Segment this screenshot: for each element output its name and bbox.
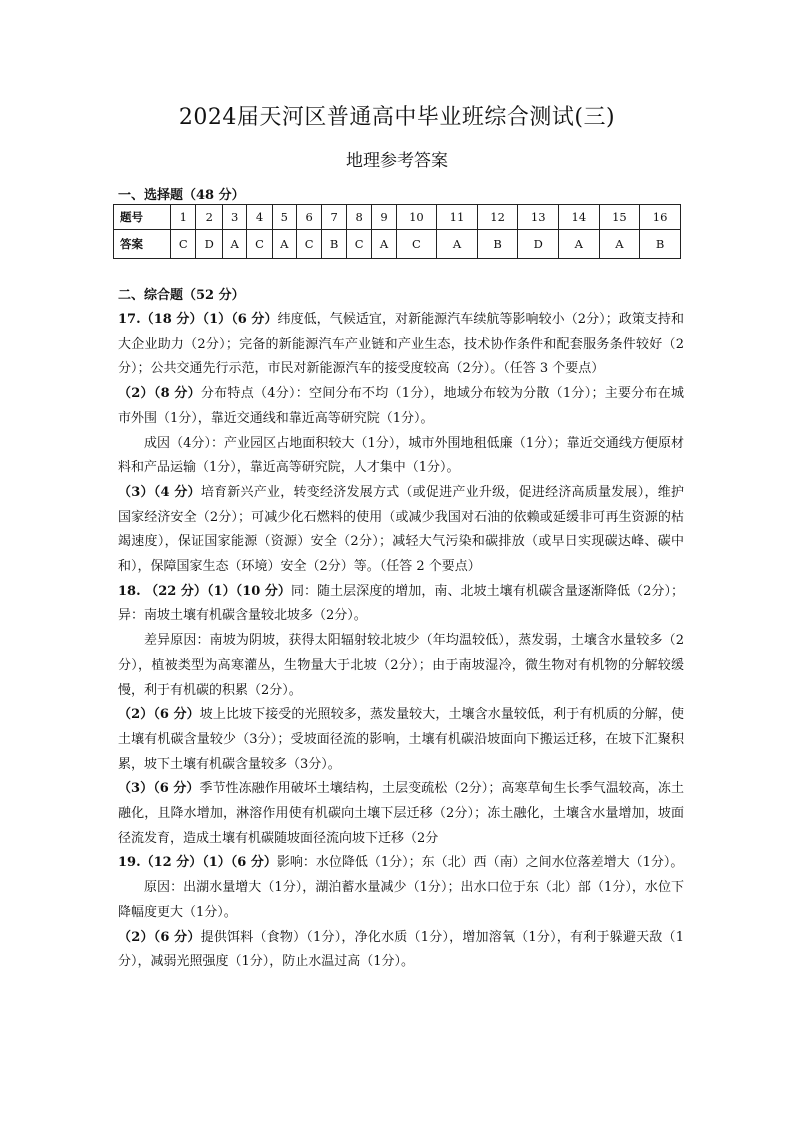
answer-cell: A — [437, 230, 478, 259]
q17-part2-causes: 成因（4分）：产业园区占地面积较大（1分），城市外围地租低廉（1分）；靠近交通线方便原材料和产品运输（1分），靠近高等研究院，人才集中（1分）。 — [118, 435, 684, 476]
q19-part2-text: 提供饵料（食物）（1分），净化水质（1分），增加溶氧（1分），有利于躲避天敌（1分），减弱光照强度（1分），防止水温过高（1分）。 — [118, 929, 684, 970]
q17-part2 — [118, 382, 684, 431]
q18-part3 — [118, 777, 684, 851]
q17-heading: 17.（18 分）（1）（6 分） — [118, 312, 278, 327]
q19-heading: 19.（12 分）（1）（6 分） — [118, 855, 277, 871]
answer-cell: D — [196, 230, 223, 259]
q19-part1-text: 影响：水位降低（1分）；东（北）西（南）之间水位落差增大（1分）。 — [276, 855, 684, 871]
q17-part3-text: 培育新兴产业，转变经济发展方式（或促进产业升级，促进经济高质量发展），维护国家经济安全（2分）；可减少化石燃料的使用（或减少我国对石油的依赖或延缓非可再生资源的枯竭速度），保证国家能源（资源）安全（2分）；减轻大气污染和碳排放（或早日实现碳达峰、碳中和），保障国家生态（环境）安全（2分）等。（任答 2 个要点） — [118, 484, 684, 575]
answer-cell: C — [171, 230, 196, 259]
question-number-row — [114, 205, 681, 230]
question-number-cell: 15 — [599, 205, 640, 230]
q17-part1-text: 纬度低，气候适宜，对新能源汽车续航等影响较小（2分）；政策支持和大企业助力（2分）；完备的新能源汽车产业链和产业生态，技术协作条件和配套服务条件较好（2分）；公共交通先行示范，市民对新能源汽车的接受度较高（2分）。（任答 3 个要点） — [118, 312, 684, 377]
q17-part3 — [118, 481, 684, 580]
question-number-cell: 3 — [223, 205, 247, 230]
answer-cell: A — [559, 230, 600, 259]
question-number-cell: 6 — [296, 205, 321, 230]
answer-cell: A — [223, 230, 247, 259]
row-label-answer: 答案 — [114, 230, 171, 259]
q19-part1 — [118, 851, 684, 876]
q18-part3-text: 季节性冻融作用破坏土壤结构，土层变疏松（2分）；高寒草甸生长季气温较高，冻土融化，且降水增加，淋溶作用使有机碳向土壤下层迁移（2分）；冻土融化，土壤含水量增加，坡面径流发育，造成土壤有机碳随坡面径流向坡下迁移（2分 — [118, 781, 684, 846]
answer-cell: C — [296, 230, 321, 259]
question-number-cell: 5 — [272, 205, 296, 230]
question-number-cell: 8 — [346, 205, 371, 230]
q18-part3-heading: （3）（6 分） — [118, 781, 200, 797]
q18-part2 — [118, 703, 684, 777]
answer-cell: C — [346, 230, 371, 259]
answer-cell: B — [477, 230, 518, 259]
q18-part1 — [118, 580, 684, 629]
q19-part1-reasons: 原因：出湖水量增大（1分），湖泊蓄水量减少（1分）；出水口位于东（北）部（1分），水位下降幅度更大（1分）。 — [118, 880, 684, 920]
question-number-cell: 7 — [322, 205, 347, 230]
question-number-cell: 10 — [396, 205, 437, 230]
row-label-question-number: 题号 — [114, 205, 171, 230]
q19-part2 — [118, 926, 684, 975]
question-number-cell: 16 — [640, 205, 681, 230]
question-number-cell: 2 — [196, 205, 223, 230]
q17-part1 — [118, 308, 684, 382]
question-number-cell: 11 — [437, 205, 478, 230]
answer-cell: B — [640, 230, 681, 259]
section-2-heading: 二、综合题（52 分） — [118, 288, 245, 303]
question-number-cell: 12 — [477, 205, 518, 230]
section-2-body — [118, 308, 684, 975]
question-number-cell: 1 — [171, 205, 196, 230]
q18-heading: 18. （22 分）（1）（10 分） — [118, 583, 291, 599]
answer-cell: B — [322, 230, 347, 259]
answer-cell: A — [372, 230, 396, 259]
question-number-cell: 9 — [372, 205, 396, 230]
q18-part2-heading: （2）（6 分） — [118, 707, 200, 723]
q18-part1-text: 同：随土层深度的增加，南、北坡土壤有机碳含量逐渐降低（2分）；异：南坡土壤有机碳含量较北坡多（2分）。 — [118, 583, 684, 624]
q18-part2-text: 坡上比坡下接受的光照较多，蒸发量较大，土壤含水量较低，利于有机质的分解，使土壤有机碳含量较少（3分）；受坡面径流的影响，土壤有机碳沿坡面向下搬运迁移，在坡下汇聚积累，坡下土壤有机碳含量较多（3分）。 — [118, 707, 684, 772]
section-1-heading: 一、选择题（48 分） — [118, 188, 245, 203]
answer-row — [114, 230, 681, 259]
question-number-cell: 14 — [559, 205, 600, 230]
answer-table — [113, 204, 681, 259]
answer-cell: A — [272, 230, 296, 259]
document-title: 2024届天河区普通高中毕业班综合测试(三) — [178, 105, 616, 130]
question-number-cell: 4 — [247, 205, 272, 230]
answer-cell: A — [599, 230, 640, 259]
answer-cell: C — [247, 230, 272, 259]
answer-cell: C — [396, 230, 437, 259]
q17-part2-heading: （2）（8 分） — [118, 386, 201, 402]
q17-part3-heading: （3）（4 分） — [118, 484, 201, 500]
q17-part2-text: 分布特点（4分）：空间分布不均（1分），地域分布较为分散（1分）；主要分布在城市外围（1分），靠近交通线和靠近高等研究院（1分）。 — [118, 386, 684, 426]
document-subtitle: 地理参考答案 — [346, 151, 448, 171]
q19-part2-heading: （2）（6 分） — [118, 929, 201, 945]
answer-cell: D — [518, 230, 559, 259]
q18-part1-reasons: 差异原因：南坡为阴坡，获得太阳辐射较北坡少（年均温较低），蒸发弱，土壤含水量较多（2分），植被类型为高寒灌丛，生物量大于北坡（2分）；由于南坡湿冷，微生物对有机物的分解较缓慢，利于有机碳的积累（2分）。 — [118, 633, 684, 698]
question-number-cell: 13 — [518, 205, 559, 230]
